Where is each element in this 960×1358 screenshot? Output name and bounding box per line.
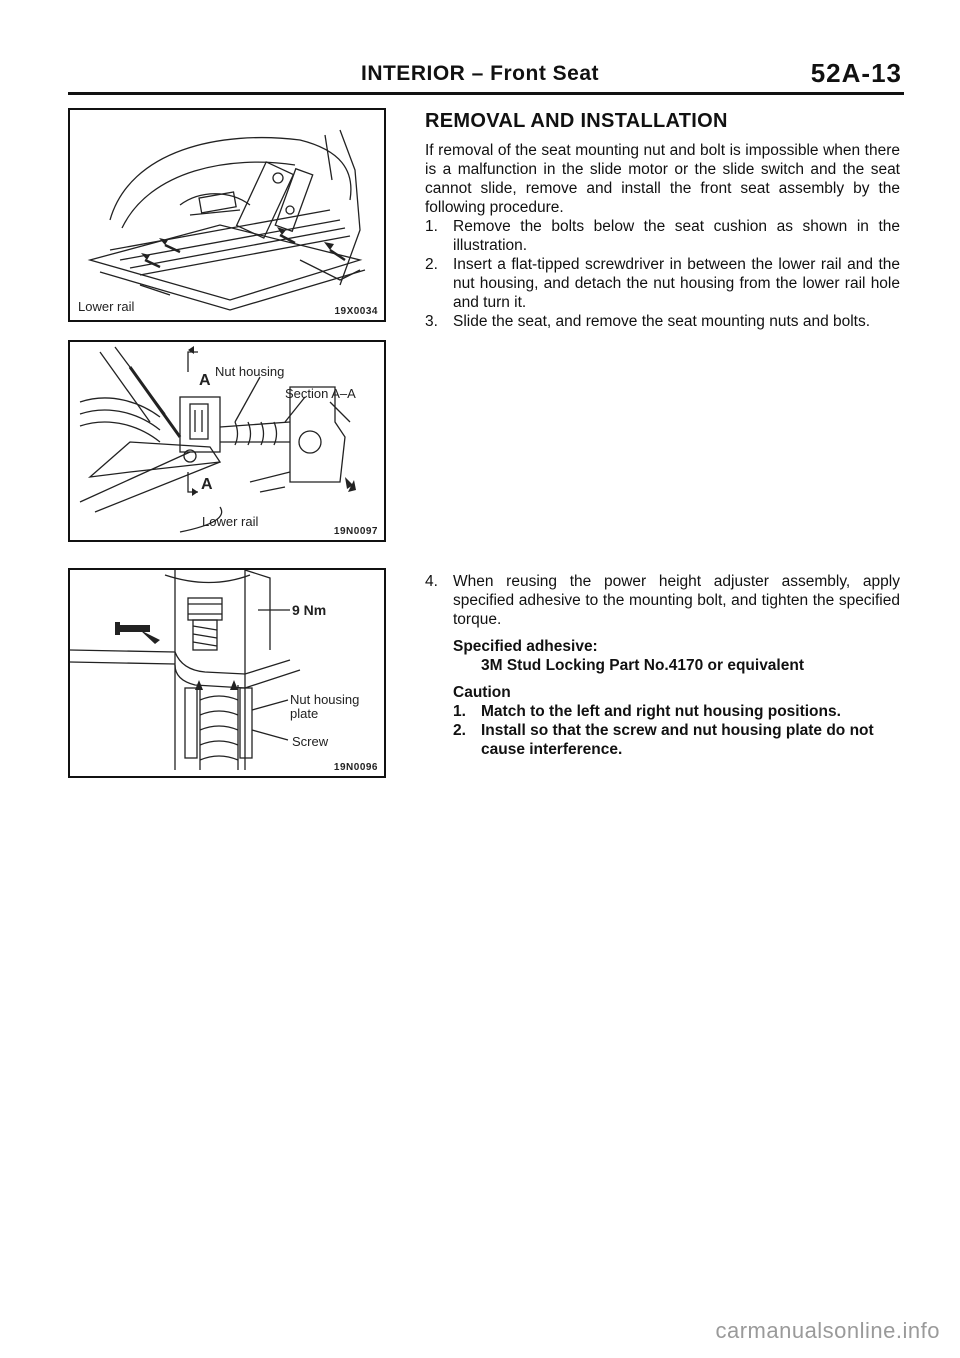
adhesive-label: Specified adhesive: xyxy=(453,638,598,655)
figure-bolt-torque xyxy=(68,568,386,778)
intro-paragraph: If removal of the seat mounting nut and bolt is impossible when there is a malfunction in the slide motor or the slide switch and the seat cannot slide, remove and install the front seat assembly by the following procedure. xyxy=(425,142,900,216)
figure-seat-assembly xyxy=(68,108,386,322)
caution-text: Match to the left and right nut housing positions. xyxy=(481,703,841,720)
step-number: 4. xyxy=(425,573,438,590)
caution-2 xyxy=(425,721,900,759)
step-4 xyxy=(425,572,900,629)
removal-section xyxy=(425,112,900,331)
page-number: 52A-13 xyxy=(810,58,902,88)
caution-text: Install so that the screw and nut housing plate do not cause interference. xyxy=(481,722,874,758)
label-section-marker-bottom: A xyxy=(201,476,213,493)
figure-nut-housing xyxy=(68,340,386,542)
watermark: carmanualsonline.info xyxy=(715,1318,940,1343)
figure-code: 19N0097 xyxy=(333,526,378,537)
label-nut-housing: Nut housing xyxy=(290,692,360,707)
step-3 xyxy=(425,312,900,331)
page-title: INTERIOR – Front Seat xyxy=(360,62,600,85)
step-number: 3. xyxy=(425,313,438,330)
label-plate: plate xyxy=(290,706,319,721)
label-section-marker-top: A xyxy=(199,372,211,389)
seat-illustration xyxy=(70,110,384,320)
label-lower-rail: Lower rail xyxy=(78,299,135,314)
step-4-section xyxy=(425,572,900,759)
bolt-illustration xyxy=(70,570,384,776)
caution-number: 2. xyxy=(453,722,466,739)
step-text: When reusing the power height adjuster assembly, apply specified adhesive to the mounting bolt, and tighten the specified torque. xyxy=(453,573,900,628)
adhesive-value: 3M Stud Locking Part No.4170 or equivalent xyxy=(481,657,804,674)
caution-number: 1. xyxy=(453,703,466,720)
label-screw: Screw xyxy=(292,734,329,749)
step-text: Slide the seat, and remove the seat mounting nuts and bolts. xyxy=(453,313,871,330)
label-section-a-a: Section A–A xyxy=(285,386,356,401)
label-nut-housing: Nut housing xyxy=(215,364,285,379)
header-rule xyxy=(68,92,904,95)
step-text: Remove the bolts below the seat cushion as shown in the illustration. xyxy=(453,218,900,254)
step-number: 2. xyxy=(425,256,438,273)
label-torque: 9 Nm xyxy=(292,602,327,618)
section-heading: REMOVAL AND INSTALLATION xyxy=(425,110,728,132)
figure-code: 19X0034 xyxy=(334,306,378,317)
label-lower-rail: Lower rail xyxy=(202,514,259,529)
figure-code: 19N0096 xyxy=(333,762,378,773)
step-number: 1. xyxy=(425,218,438,235)
caution-1 xyxy=(425,702,900,721)
step-1 xyxy=(425,217,900,255)
step-2 xyxy=(425,255,900,312)
caution-label: Caution xyxy=(453,684,511,701)
step-text: Insert a flat-tipped screwdriver in between the lower rail and the nut housing, and detach the nut housing from the lower rail hole and turn it. xyxy=(453,256,900,311)
